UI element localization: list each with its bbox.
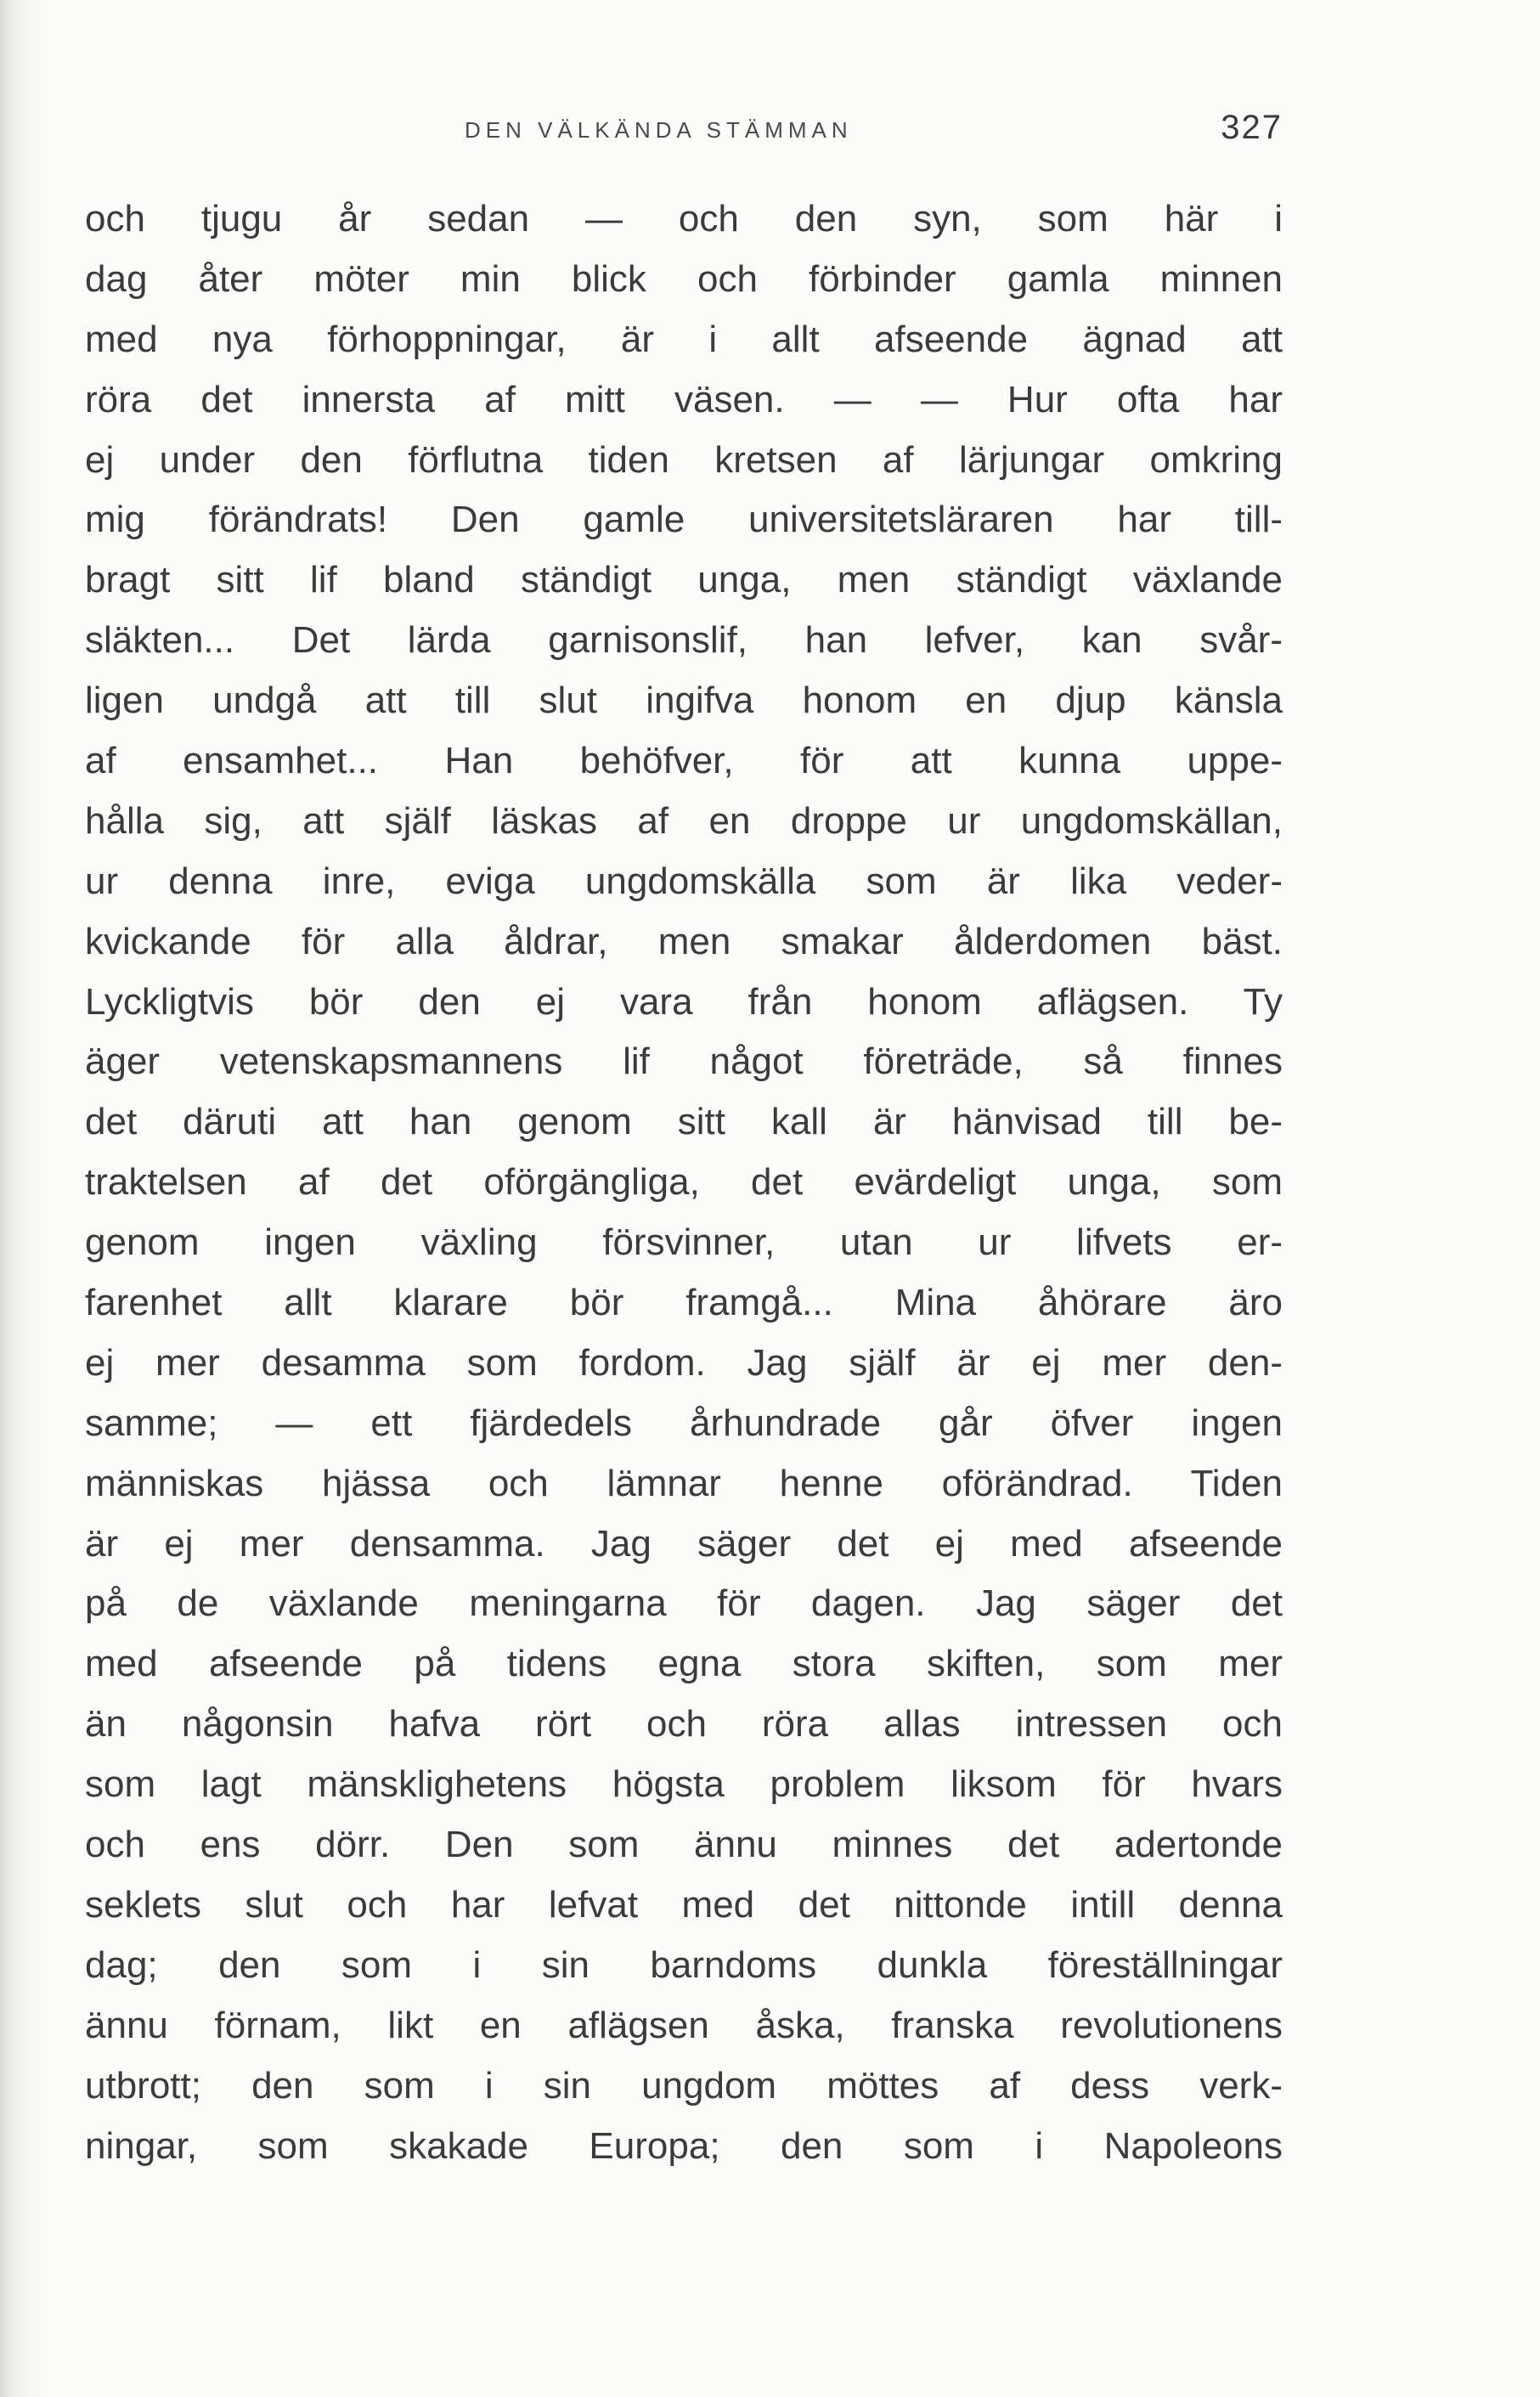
text-line: mig förändrats! Den gamle universitetsläraren har till- bbox=[85, 499, 1283, 541]
text-line: utbrott; den som i sin ungdom möttes af dess verk- bbox=[85, 2064, 1283, 2107]
text-line: än någonsin hafva rört och röra allas intressen och bbox=[85, 1703, 1283, 1746]
text-line: genom ingen växling försvinner, utan ur lifvets er- bbox=[85, 1221, 1283, 1264]
text-line: dag åter möter min blick och förbinder gamla minnen bbox=[85, 257, 1283, 300]
text-line: af ensamhet... Han behöfver, för att kunna uppe- bbox=[85, 740, 1283, 782]
body-text bbox=[85, 189, 1283, 2176]
text-line: farenhet allt klarare bör framgå... Mina åhörare äro bbox=[85, 1282, 1283, 1324]
text-line: ur denna inre, eviga ungdomskälla som är lika veder- bbox=[85, 860, 1283, 902]
text-line: är ej mer densamma. Jag säger det ej med afseende bbox=[85, 1522, 1283, 1565]
text-line: ej mer desamma som fordom. Jag själf är ej mer den- bbox=[85, 1341, 1283, 1384]
text-line: dag; den som i sin barndoms dunkla föreställningar bbox=[85, 1943, 1283, 1986]
text-line: ännu förnam, likt en aflägsen åska, franska revolutionens bbox=[85, 2004, 1283, 2046]
text-line: med afseende på tidens egna stora skiften, som mer bbox=[85, 1643, 1283, 1685]
text-line: seklets slut och har lefvat med det nittonde intill denna bbox=[85, 1883, 1283, 1926]
text-line: bragt sitt lif bland ständigt unga, men ständigt växlande bbox=[85, 559, 1283, 601]
text-line: med nya förhoppningar, är i allt afseende ägnad att bbox=[85, 318, 1283, 360]
text-line: släkten... Det lärda garnisonslif, han lefver, kan svår- bbox=[85, 619, 1283, 662]
text-line: Lyckligtvis bör den ej vara från honom aflägsen. Ty bbox=[85, 980, 1283, 1023]
text-line: ej under den förflutna tiden kretsen af lärjungar omkring bbox=[85, 438, 1283, 481]
text-line: samme; — ett fjärdedels århundrade går öfver ingen bbox=[85, 1402, 1283, 1444]
text-line: på de växlande meningarna för dagen. Jag säger det bbox=[85, 1582, 1283, 1625]
text-line: ligen undgå att till slut ingifva honom en djup känsla bbox=[85, 680, 1283, 722]
running-title: DEN VÄLKÄNDA STÄMMAN bbox=[465, 117, 853, 143]
text-line: ningar, som skakade Europa; den som i Napoleons bbox=[85, 2124, 1283, 2167]
text-line: hålla sig, att själf läskas af en droppe ur ungdomskällan, bbox=[85, 799, 1283, 842]
text-line: äger vetenskapsmannens lif något företräde, så finnes bbox=[85, 1041, 1283, 1083]
text-line: som lagt mänsklighetens högsta problem liksom för hvars bbox=[85, 1763, 1283, 1806]
text-line: människas hjässa och lämnar henne oförändrad. Tiden bbox=[85, 1462, 1283, 1504]
page-number: 327 bbox=[1221, 109, 1283, 146]
text-line: kvickande för alla åldrar, men smakar ålderdomen bäst. bbox=[85, 920, 1283, 962]
text-line: och tjugu år sedan — och den syn, som här i bbox=[85, 198, 1283, 240]
page-gutter-shadow bbox=[0, 0, 51, 2397]
page-header bbox=[85, 109, 1283, 160]
text-line: traktelsen af det oförgängliga, det evärdeligt unga, som bbox=[85, 1161, 1283, 1204]
text-line: och ens dörr. Den som ännu minnes det adertonde bbox=[85, 1824, 1283, 1866]
text-line: det däruti att han genom sitt kall är hänvisad till be- bbox=[85, 1101, 1283, 1143]
text-line: röra det innersta af mitt väsen. — — Hur ofta har bbox=[85, 378, 1283, 420]
